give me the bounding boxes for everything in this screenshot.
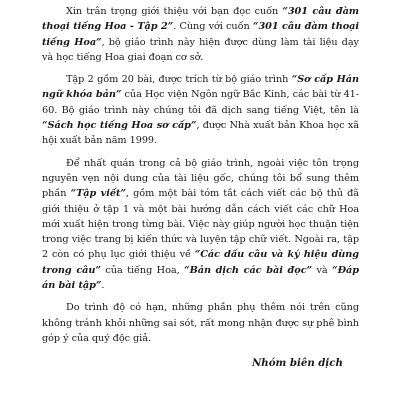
book-title-emphasis: “Sách học tiếng Hoa sơ cấp” (42, 120, 197, 132)
paragraph-supplements (42, 156, 359, 294)
paragraph-introduction (42, 4, 359, 65)
section-title-emphasis: “Tập viết” (70, 188, 126, 200)
signature-translators: Nhóm biên dịch (252, 357, 343, 369)
paragraph-volume-contents (42, 72, 359, 148)
paragraph-closing (42, 300, 359, 346)
book-title-emphasis: “301 câu đàm thoại tiếng Hoa - Tập 2” (42, 6, 359, 33)
book-title-emphasis: “301 câu đàm thoại tiếng Hoa” (42, 21, 359, 48)
document-body (42, 4, 359, 346)
text-segment: , bộ giáo trình này hiện được dùng làm tài liệu dạy và học tiếng Hoa giai đoạn cơ sở. (42, 36, 359, 63)
section-title-emphasis: “Các dấu câu và ký hiệu dùng trong câu” (42, 249, 359, 276)
section-title-emphasis: “Bản dịch các bài đọc” (184, 264, 313, 276)
text-segment: . Cùng với cuốn (173, 21, 253, 33)
text-segment: , được Nhà xuất bản Khoa học xã hội xuất bản năm 1999. (42, 120, 360, 147)
book-title-emphasis: “Sơ cấp Hán ngữ khóa bản” (42, 74, 359, 101)
text-segment: Xin trân trọng giới thiệu với bạn đọc cuốn (66, 6, 283, 17)
text-segment: Để nhất quán trong cả bộ giáo trình, ngoài việc tôn trọng nguyên vẹn nội dung của tài liệu gốc, chúng tôi bổ sung thêm phần (42, 157, 359, 200)
section-title-emphasis: “Đáp án bài tập” (42, 264, 359, 292)
text-segment: của tiếng Hoa, (100, 264, 185, 276)
text-segment: và (312, 264, 333, 276)
text-segment: , gồm một bài tóm tắt cách viết các bộ thủ đã giới thiệu ở tập 1 và một bài hướng dẫn cách viết các chữ Hoa mới xuất hiện trong từng bài. Việc này giúp người học thuận tiện trong việc trang bị kiến thức và luyện tập chữ viết. Ngoài ra, tập 2 còn có phụ lục giới thiệu về (42, 188, 359, 261)
text-segment: Do trình độ có hạn, những phần phụ thêm nói trên cũng không tránh khỏi những sai sót, rất mong nhận được sự phê bình góp ý của quý độc giả. (42, 302, 359, 344)
text-segment: . (101, 280, 105, 292)
text-segment: của Học viện Ngôn ngữ Bắc Kinh, các bài từ 41-60. Bộ giáo trình này chúng tôi đã dịch sang tiếng Việt, tên là (42, 89, 359, 116)
text-segment: Tập 2 gồm 20 bài, được trích từ bộ giáo trình (66, 74, 292, 86)
